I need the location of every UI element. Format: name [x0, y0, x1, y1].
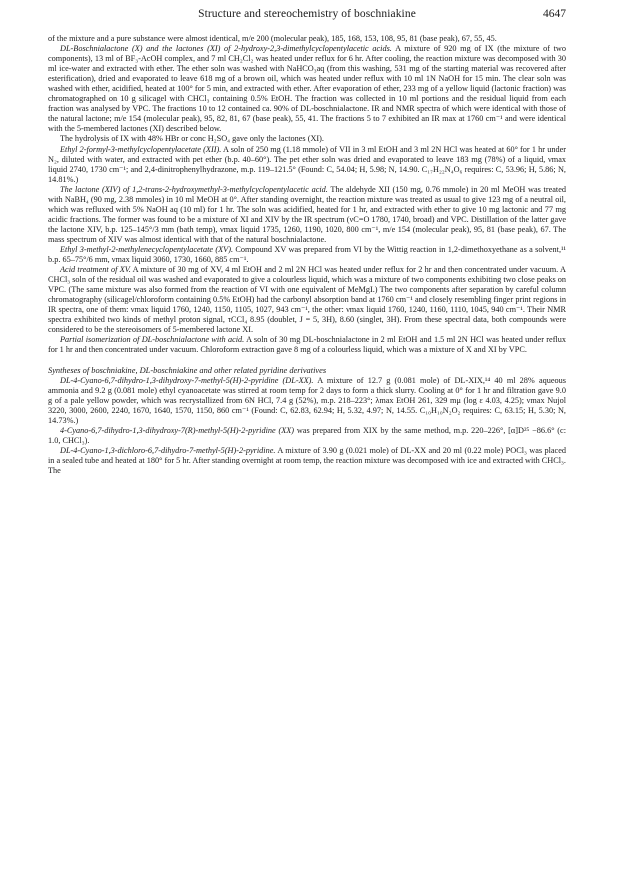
paragraph-lead: Ethyl 2-formyl-3-methylcyclopentylacetate (XII).: [60, 144, 222, 154]
paragraph-lead: DL-4-Cyano-6,7-dihydro-1,3-dihydroxy-7-methyl-5(H)-2-pyridine (DL-XX).: [60, 375, 314, 385]
paragraph-methylene-ester: Ethyl 3-methyl-2-methylenecyclopentylacetate (XV). Compound XV was prepared from VI by the Wittig reaction in 1,2-dimethoxyethane as a solvent,¹¹ b.p. 65–75°/6 mm, νmax liquid 3060, 1730, 1660, 885 cm⁻¹.: [48, 244, 566, 265]
paragraph-lead: 4-Cyano-6,7-dihydro-1,3-dihydroxy-7(R)-methyl-5(H)-2-pyridine (XX): [60, 425, 295, 435]
paragraph-formyl-ester: Ethyl 2-formyl-3-methylcyclopentylacetate (XII). A soln of 250 mg (1.18 mmole) of VII in 3 ml EtOH and 3 ml 2N HCl was heated at 60° for 1 hr under N₂, diluted with water, and extracted with pet ether (b.p. 40–60°). The pet ether soln was dried and evaporated to leave 183 mg (78%) of a liquid, νmax liquid 2740, 1730 cm⁻¹; and 2,4-dinitrophenylhydrazone, m.p. 119–121.5° (Found: C, 54.04; H, 5.98; N, 14.90. C₁₇H₂₂N₄O₆ requires: C, 53.96; H, 5.86; N, 14.81%.): [48, 144, 567, 184]
paragraph-isomerization: Partial isomerization of DL-boschnialactone with acid. A soln of 30 mg DL-boschnialactone in 2 ml EtOH and 1.5 ml 2N HCl was heated under reflux for 1 hr and then concentrated under vacuum. Chloroform extraction gave 8 mg of a colourless liquid, which was a mixture of X and XI by VPC.: [48, 335, 566, 355]
paragraph-lead: Partial isomerization of DL-boschnialactone with acid.: [60, 335, 245, 345]
paragraph-lead: Acid treatment of XV.: [60, 265, 131, 275]
paragraph-cyano-r: 4-Cyano-6,7-dihydro-1,3-dihydroxy-7(R)-methyl-5(H)-2-pyridine (XX) was prepared from XIX by the same method, m.p. 220–226°, [α]D²⁵ −86.6° (c: 1.0, CHCl₃).: [48, 425, 566, 445]
paragraph-lactone-xiv: The lactone (XIV) of 1,2-trans-2-hydroxymethyl-3-methylcyclopentylacetic acid. The aldehyde XII (150 mg, 0.76 mmole) in 20 ml MeOH was treated with NaBH₄ (90 mg, 2.38 mmoles) in 10 ml MeOH at 0°. After standing overnight, the reaction mixture was treated as usual to give 123 mg of a neutral oil, which was refluxed with 5% NaOH aq (10 ml) for 1 hr. The soln was acidified, heated for 1 hr, and extracted with ether to give 10 mg lactonic and 77 mg acidic fractions. The former was found to be a mixture of XI and XIV by the IR spectrum (νC=O 1780, 1740, broad) and VPC. Distillation of the latter gave the lactone XIV, b.p. 125–145°/3 mm (bath temp), νmax liquid 1735, 1260, 1190, 1020, 800 cm⁻¹, m/e 154 (molecular peak), 95, 81 (base peak), 67. The mass spectrum of XIV was almost identical with that of the natural boschnialactone.: [48, 184, 566, 244]
section-heading: Syntheses of boschniakine, DL-boschniakine and other related pyridine derivatives: [48, 365, 327, 375]
paragraph-lead: DL-Boschnialactone (X) and the lactones (XI) of 2-hydroxy-2,3-dimethylcyclopentylacetic acids.: [60, 44, 392, 54]
paragraph-boschnialactone: DL-Boschnialactone (X) and the lactones (XI) of 2-hydroxy-2,3-dimethylcyclopentylacetic acids. A mixture of 920 mg of IX (the mixture of two components), 13 ml of BF₃-AcOH complex, and 7 ml CH₂Cl₂ was heated under reflux for 6 hr. After cooling, the reaction mixture was decomposed with 30 ml ice-water and extracted with ether. The ether soln was washed with NaHCO₃aq (from this washing, 531 mg of the starting material was recovered after esterification), dried and evaporated to leave 618 mg of a brown oil, which was heated under reflux with 10 ml 1N NaOH for 15 min. The clear soln was washed with ether, acidified, heated at 100° for 5 min, and extracted with ether. After evaporation of ether, 233 mg of a yellow liquid (lactonic fraction) was chromatographed on 10 g silicagel with CHCl₃ containing 0.5% EtOH. The fraction was collected in 10 ml portions and the residual liquid from each fraction was analysed by VPC. The fractions 10 to 12 contained ca. 90% of DL-boschnialactone. IR and NMR spectra of which were identical with those of the natural lactone; m/e 154 (molecular peak), 95, 82, 81, 67 (base peak), 55, 41. The fractions 5 to 7 exhibited an IR max at 1760 cm⁻¹ and were identical with the 5-membered lactones (XI) described below.: [48, 44, 567, 134]
paragraph-hydrolysis: The hydrolysis of IX with 48% HBr or conc H₂SO₄ gave only the lactones (XI).: [60, 134, 324, 144]
paragraph-acid-treatment: Acid treatment of XV. A mixture of 30 mg of XV, 4 ml EtOH and 2 ml 2N HCl was heated under reflux for 2 hr and then concentrated under vacuum. A CHCl₃ soln of the residual oil was washed and evaporated to give a colourless liquid, which was a mixture of two components exhibiting two close peaks on VPC. (The same mixture was also formed from the reaction of VI with one equivalent of MeMgI.) The two components after separation by careful column chromatography (silicagel/chloroform containing 0.5% EtOH) had the carbonyl absorption band at 1760 cm⁻¹ and closely resembling finger print regions in IR spectra, one of them: νmax liquid 1760, 1240, 1150, 1105, 1027, 943 cm⁻¹, the other: νmax liquid 1760, 1240, 1160, 1110, 1045, 940 cm⁻¹. Their NMR spectra exhibited two kinds of methyl proton signal, τCCl₄ 8.95 (doublet, J = 5, 3H), 8.60 (singlet, 3H). From these spectral data, both compounds were considered to be the stereoisomers of 5-membered lactone XI.: [48, 265, 566, 335]
article-body: [48, 34, 566, 476]
page-header: [48, 8, 566, 26]
paragraph-lead: Ethyl 3-methyl-2-methylenecyclopentylacetate (XV).: [60, 244, 234, 254]
paragraph-lead: The lactone (XIV) of 1,2-trans-2-hydroxymethyl-3-methylcyclopentylacetic acid.: [60, 184, 328, 194]
page-number: 4647: [543, 8, 566, 20]
paragraph-dichloro: DL-4-Cyano-1,3-dichloro-6,7-dihydro-7-methyl-5(H)-2-pyridine. A mixture of 3.90 g (0.021 mole) of DL-XX and 20 ml (0.22 mole) POCl₃ was placed in a sealed tube and heated at 180° for 5 hr. After standing overnight at room temp, the reaction mixture was decomposed with ice and extracted with CHCl₃. The: [48, 445, 566, 475]
running-head: Structure and stereochemistry of boschniakine: [198, 8, 416, 20]
paragraph-lead: DL-4-Cyano-1,3-dichloro-6,7-dihydro-7-methyl-5(H)-2-pyridine.: [60, 445, 276, 455]
paragraph-continuation: of the mixture and a pure substance were almost identical, m/e 200 (molecular peak), 185, 168, 153, 108, 95, 81 (base peak), 67, 55, 45.: [48, 34, 497, 43]
paragraph-cyano-dl: DL-4-Cyano-6,7-dihydro-1,3-dihydroxy-7-methyl-5(H)-2-pyridine (DL-XX). A mixture of 12.7 g (0.081 mole) of DL-XIX,¹⁴ 40 ml 28% aqueous ammonia and 9.2 g (0.081 mole) ethyl cyanoacetate was stirred at room temp for 2 days to form a thick slurry. Cooling at 0° for 1 hr and filtration gave 9.0 g of a pale yellow powder, which was recrystallized from 6N HCl, 7.4 g (52%), m.p. 218–223°; λmax EtOH 261, 329 mμ (log ε 4.03, 4.25); νmax Nujol 3220, 3000, 2600, 2240, 1670, 1640, 1570, 1150, 860 cm⁻¹ (Found: C, 62.83, 62.94; H, 5.32, 4.97; N, 14.55. C₁₀H₁₀N₂O₂ requires: C, 63.15; H, 5.30; N, 14.73%.): [48, 375, 566, 425]
